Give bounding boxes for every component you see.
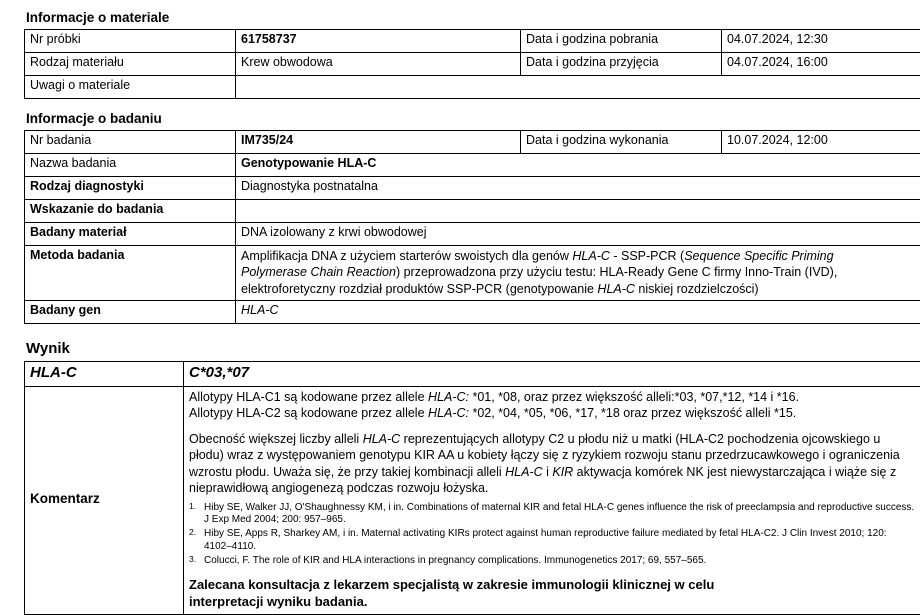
closing-line-2: interpretacji wyniku badania. (189, 594, 915, 611)
comment-paragraph-1 (189, 389, 915, 406)
table-row (25, 200, 920, 223)
comment-p1-a: Allotypy HLA-C1 są kodowane przez allele (189, 390, 428, 404)
paragraph-gap (189, 422, 915, 431)
spacer (24, 99, 898, 111)
comment-p3-gene-3: KIR (552, 465, 573, 479)
examination-table (24, 130, 920, 324)
sample-number-label: Nr próbki (25, 30, 236, 53)
comment-body (184, 386, 920, 615)
table-row (25, 177, 920, 200)
comment-p3-gene-1: HLA-C (363, 432, 401, 446)
reference-number: 2. (189, 527, 196, 538)
reference-number: 1. (189, 501, 196, 512)
comment-p2-b: *02, *04, *05, *06, *17, *18 oraz przez większość alleli *15. (469, 406, 796, 420)
table-row (25, 131, 920, 154)
exam-datetime-value: 10.07.2024, 12:00 (722, 131, 920, 154)
reception-datetime-value: 04.07.2024, 16:00 (722, 53, 920, 76)
indication-value (236, 200, 920, 223)
method-text-c: ) przeprowadzona przy użyciu testu: HLA-Ready Gene C firmy Inno-Train (IVD), (396, 265, 837, 279)
result-section-title: Wynik (26, 340, 898, 357)
result-table (24, 361, 920, 615)
reference-text: Hiby SE, Apps R, Sharkey AM, i in. Maternal activating KIRs protect against human reproductive failure mediated by fetal HLA-C2. J Clin Invest 2010; 120: 4102–4110. (204, 528, 887, 552)
material-table (24, 29, 920, 99)
reference-text: Colucci, F. The role of KIR and HLA interactions in pregnancy complications. Immunogenetics 2017; 69, 557–565. (204, 555, 706, 566)
reference-text: Hiby SE, Walker JJ, O'Shaughnessy KM, i in. Combinations of maternal KIR and fetal HLA-C genes influence the risk of preeclampsia and reproductive success. J Exp Med 2004; 200: 957–965. (204, 502, 914, 526)
comment-paragraph-3 (189, 431, 915, 497)
comment-p3-b: reprezentujących allotypy C2 u płodu niż u matki (HLA-C2 pochodzenia ojcowskiego u płodu) wraz z występowaniem genotypu KIR AA u kobiety łączy się z ryzykiem rozwoju stanu przedrzucawkowego i ograniczenia wzrostu płodu. Uważa się, że przy takiej kombinacji alleli (189, 432, 900, 479)
comment-p1-b: *01, *08, oraz przez większość alleli:*03, *07,*12, *14 i *16. (469, 390, 799, 404)
table-row (25, 53, 920, 76)
method-label: Metoda badania (25, 246, 236, 301)
table-row (25, 223, 920, 246)
list-item (189, 528, 915, 554)
comment-p3-d: aktywacja komórek NK jest niewystarczająca i wiąże się z nieprawidłową angiogenezą podczas rozwoju łożyska. (189, 465, 896, 496)
reference-number: 3. (189, 554, 196, 565)
material-type-label: Rodzaj materiału (25, 53, 236, 76)
exam-name-label: Nazwa badania (25, 154, 236, 177)
tested-material-label: Badany materiał (25, 223, 236, 246)
table-row (25, 386, 920, 615)
comment-p1-gene: HLA-C: (428, 390, 469, 404)
comment-p2-a: Allotypy HLA-C2 są kodowane przez allele (189, 406, 428, 420)
spacer (24, 324, 898, 340)
method-italic-2: Polymerase Chain Reaction (241, 265, 396, 279)
collection-datetime-value: 04.07.2024, 12:30 (722, 30, 920, 53)
method-line-3 (241, 281, 920, 297)
reference-list (189, 502, 915, 568)
comment-p3-gene-2: HLA-C (505, 465, 543, 479)
method-text-e: niskiej rozdzielczości) (635, 282, 759, 296)
tested-material-value: DNA izolowany z krwi obwodowej (236, 223, 920, 246)
list-item (189, 555, 915, 568)
result-gene-label: HLA-C (25, 361, 184, 386)
method-text-d: elektroforetyczny rozdział produktów SSP-PCR (genotypowanie (241, 282, 597, 296)
exam-name-value: Genotypowanie HLA-C (236, 154, 920, 177)
table-row (25, 154, 920, 177)
method-gene-1: HLA-C (572, 249, 610, 263)
comment-p2-gene: HLA-C: (428, 406, 469, 420)
indication-label: Wskazanie do badania (25, 200, 236, 223)
material-section-title: Informacje o materiale (26, 10, 898, 25)
comment-label: Komentarz (25, 386, 184, 615)
comment-paragraph-2 (189, 405, 915, 422)
method-italic-1: Sequence Specific Priming (684, 249, 833, 263)
comment-p3-c: i (543, 465, 553, 479)
material-notes-label: Uwagi o materiale (25, 76, 236, 99)
material-notes-value (236, 76, 920, 99)
exam-datetime-label: Data i godzina wykonania (521, 131, 722, 154)
method-line-1 (241, 248, 920, 264)
method-text-b: - SSP-PCR ( (610, 249, 684, 263)
method-text-a: Amplifikacja DNA z użyciem starterów swoistych dla genów (241, 249, 572, 263)
method-gene-2: HLA-C (597, 282, 635, 296)
exam-number-value: IM735/24 (236, 131, 521, 154)
tested-gene-label: Badany gen (25, 300, 236, 323)
examination-section-title: Informacje o badaniu (26, 111, 898, 126)
comment-p3-a: Obecność większej liczby alleli (189, 432, 363, 446)
reception-datetime-label: Data i godzina przyjęcia (521, 53, 722, 76)
collection-datetime-label: Data i godzina pobrania (521, 30, 722, 53)
closing-recommendation (189, 577, 915, 611)
diagnostics-type-value: Diagnostyka postnatalna (236, 177, 920, 200)
table-row (25, 361, 920, 386)
sample-number-value: 61758737 (236, 30, 521, 53)
closing-line-1: Zalecana konsultacja z lekarzem specjalistą w zakresie immunologii klinicznej w celu (189, 577, 915, 594)
tested-gene-value: HLA-C (236, 300, 920, 323)
method-line-2 (241, 264, 920, 280)
table-row (25, 76, 920, 99)
exam-number-label: Nr badania (25, 131, 236, 154)
table-row (25, 246, 920, 301)
list-item (189, 502, 915, 528)
table-row (25, 30, 920, 53)
diagnostics-type-label: Rodzaj diagnostyki (25, 177, 236, 200)
material-type-value: Krew obwodowa (236, 53, 521, 76)
result-gene-value: C*03,*07 (184, 361, 920, 386)
method-value (236, 246, 920, 301)
table-row (25, 300, 920, 323)
